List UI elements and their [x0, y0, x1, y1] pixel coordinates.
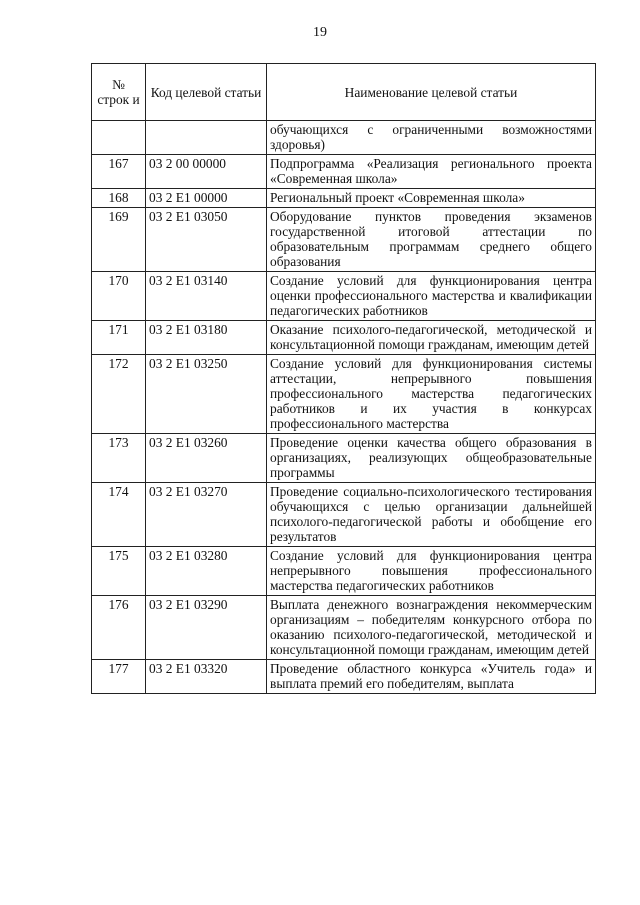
table-row: [92, 321, 596, 355]
target-code: 03 2 E1 03280: [146, 547, 267, 596]
row-number: [92, 121, 146, 155]
target-code: 03 2 E1 00000: [146, 189, 267, 208]
target-name: Создание условий для функционирования центра непрерывного повышения профессионального мастерства педагогических работников: [267, 547, 596, 596]
table-row: [92, 434, 596, 483]
target-code: [146, 121, 267, 155]
row-number: 167: [92, 155, 146, 189]
row-number: 168: [92, 189, 146, 208]
table-row: [92, 272, 596, 321]
header-row-number: № строк и: [92, 64, 146, 121]
table-row: [92, 547, 596, 596]
target-name: Проведение областного конкурса «Учитель года» и выплата премий его победителям, выплата: [267, 660, 596, 694]
table-row: [92, 121, 596, 155]
target-name: Проведение оценки качества общего образования в организациях, реализующих общеобразовательные программы: [267, 434, 596, 483]
row-number: 169: [92, 208, 146, 272]
target-name: Подпрограмма «Реализация регионального проекта «Современная школа»: [267, 155, 596, 189]
budget-classification-table: [91, 63, 596, 694]
header-target-code: Код целевой статьи: [146, 64, 267, 121]
target-code: 03 2 E1 03260: [146, 434, 267, 483]
target-name: Региональный проект «Современная школа»: [267, 189, 596, 208]
target-name: обучающихся с ограниченными возможностями здоровья): [267, 121, 596, 155]
target-code: 03 2 E1 03140: [146, 272, 267, 321]
target-code: 03 2 00 00000: [146, 155, 267, 189]
target-name: Оборудование пунктов проведения экзаменов государственной итоговой аттестации по образовательным программам среднего общего образования: [267, 208, 596, 272]
row-number: 174: [92, 483, 146, 547]
row-number: 172: [92, 355, 146, 434]
table-header-row: [92, 64, 596, 121]
target-code: 03 2 E1 03290: [146, 596, 267, 660]
table-row: [92, 155, 596, 189]
table-row: [92, 189, 596, 208]
header-target-name: Наименование целевой статьи: [267, 64, 596, 121]
target-code: 03 2 E1 03270: [146, 483, 267, 547]
target-code: 03 2 E1 03250: [146, 355, 267, 434]
table-row: [92, 483, 596, 547]
row-number: 173: [92, 434, 146, 483]
table-row: [92, 355, 596, 434]
table-row: [92, 660, 596, 694]
table-row: [92, 208, 596, 272]
row-number: 176: [92, 596, 146, 660]
target-name: Оказание психолого-педагогической, методической и консультационной помощи гражданам, имеющим детей: [267, 321, 596, 355]
target-name: Выплата денежного вознаграждения некоммерческим организациям – победителям конкурсного отбора по оказанию психолого-педагогической, методической и консультационной помощи гражданам, имеющим детей: [267, 596, 596, 660]
row-number: 175: [92, 547, 146, 596]
table-row: [92, 596, 596, 660]
row-number: 171: [92, 321, 146, 355]
target-code: 03 2 E1 03180: [146, 321, 267, 355]
target-name: Создание условий для функционирования системы аттестации, непрерывного повышения профессионального мастерства педагогических работников и их участия в конкурсах профессионального мастерства: [267, 355, 596, 434]
page-number: 19: [313, 25, 327, 40]
target-name: Создание условий для функционирования центра оценки профессионального мастерства и квалификации педагогических работников: [267, 272, 596, 321]
row-number: 177: [92, 660, 146, 694]
target-code: 03 2 E1 03320: [146, 660, 267, 694]
row-number: 170: [92, 272, 146, 321]
target-name: Проведение социально-психологического тестирования обучающихся с целью организации дальнейшей психолого-педагогической работы и обобщение его результатов: [267, 483, 596, 547]
target-code: 03 2 E1 03050: [146, 208, 267, 272]
